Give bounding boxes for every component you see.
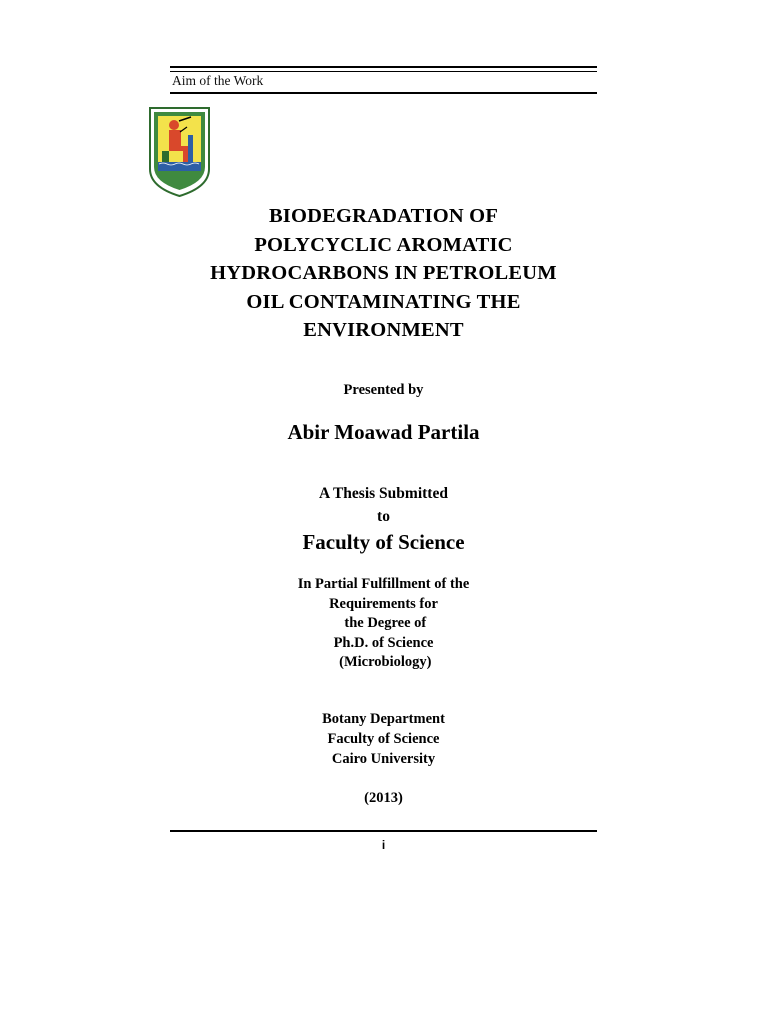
department-block [170, 709, 597, 769]
title-line: POLYCYCLIC AROMATIC [254, 233, 513, 256]
title-line: HYDROCARBONS IN PETROLEUM [210, 262, 557, 284]
title-line: OIL CONTAMINATING THE [246, 290, 521, 313]
running-header: Aim of the Work [172, 73, 264, 88]
department-line: Cairo University [331, 751, 436, 767]
footer-rule [170, 830, 597, 832]
faculty-name: Faculty of Science [302, 530, 465, 554]
to-label: to [377, 508, 390, 525]
department-line: Botany Department [322, 711, 445, 727]
degree-statement [170, 575, 597, 673]
degree-line: (Microbiology) [335, 654, 432, 670]
header-rule-top [170, 66, 597, 68]
title-line: BIODEGRADATION OF [268, 205, 499, 227]
degree-line: Requirements for [329, 595, 438, 612]
header-rule-bottom [170, 92, 597, 94]
thesis-submitted-label: A Thesis Submitted [319, 485, 448, 502]
department-line: Faculty of Science [327, 731, 440, 747]
title-line: ENVIRONMENT [303, 319, 464, 341]
thesis-title [170, 202, 597, 345]
presented-by-label: Presented by [343, 382, 424, 398]
cairo-university-seal-icon [149, 107, 210, 197]
page-number: i [381, 838, 386, 852]
author-name: Abir Moawad Partila [287, 420, 480, 444]
degree-line: Ph.D. of Science [333, 634, 434, 651]
degree-line: In Partial Fulfillment of the [297, 576, 470, 592]
year-label: (2013) [364, 790, 403, 806]
degree-line: the Degree of [340, 615, 427, 631]
